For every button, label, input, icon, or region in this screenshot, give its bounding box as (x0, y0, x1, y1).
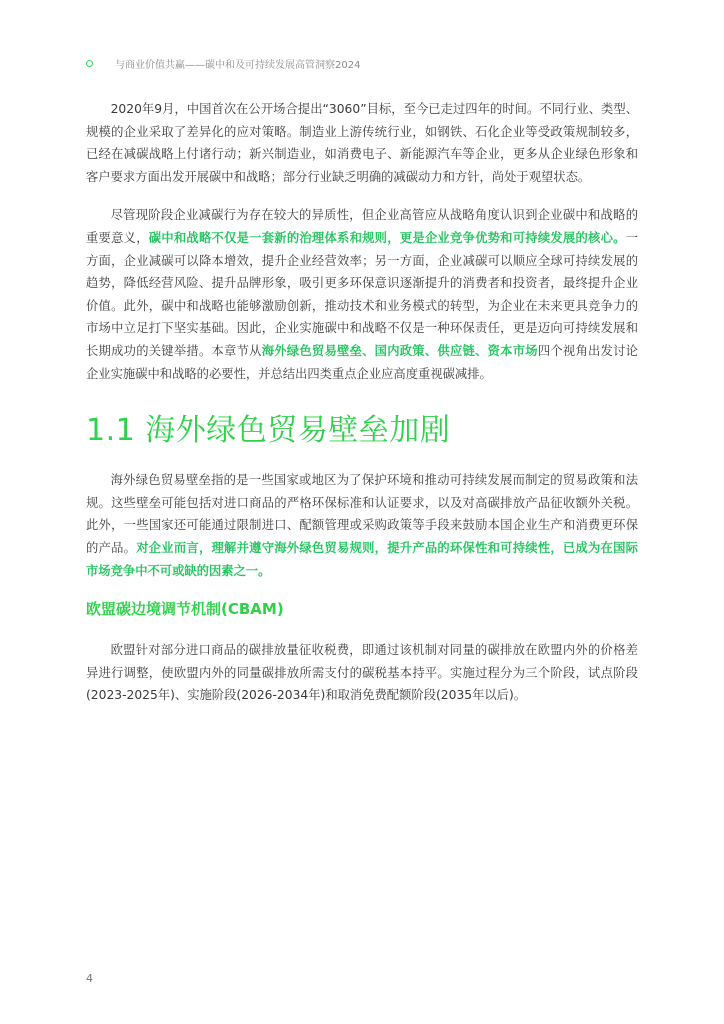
paragraph-cbam (86, 639, 638, 707)
paragraph-text: 2020年9月，中国首次在公开场合提出“3060”目标，至今已走过四年的时间。不同行业、类型、规模的企业采取了差异化的应对策略。制造业上游传统行业，如钢铁、石化企业等受政策规制较多，已经在减碳战略上付诸行动；新兴制造业，如消费电子、新能源汽车等企业，更多从企业绿色形象和客户要求方面出发开展碳中和战略；部分行业缺乏明确的减碳动力和方针，尚处于观望状态。 (86, 102, 638, 184)
highlight-text: 海外绿色贸易壁垒、国内政策、供应链、资本市场 (261, 343, 538, 358)
paragraph-text: 欧盟针对部分进口商品的碳排放量征收税费，即通过该机制对同量的碳排放在欧盟内外的价格差异进行调整，使欧盟内外的同量碳排放所需支付的碳税基本持平。实施过程分为三个阶段，试点阶段(2023-2025年)、实施阶段(2026-2034年)和取消免费配额阶段(2035年以后)。 (86, 643, 638, 703)
subsection-heading: 欧盟碳边境调节机制(CBAM) (86, 600, 284, 619)
paragraph-text: 海外绿色贸易壁垒指的是一些国家或地区为了保护环境和推动可持续发展而制定的贸易政策和法规。这些壁垒可能包括对进口商品的严格环保标准和认证要求，以及对高碳排放产品征收额外关税。此外，一些国家还可能通过限制进口、配额管理或采购政策等手段来鼓励本国企业生产和消费更环保的产品。 (86, 473, 638, 555)
highlight-text: 碳中和战略不仅是一套新的治理体系和规则，更是企业竞争优势和可持续发展的核心。 (148, 230, 626, 245)
page-number: 4 (86, 972, 93, 985)
paragraph-text: 尽管现阶段企业减碳行为存在较大的异质性，但企业高管应从战略角度认识到企业碳中和战略的重要意义， (86, 208, 638, 245)
running-header (86, 56, 360, 71)
paragraph-text: 一方面，企业减碳可以降本增效，提升企业经营效率；另一方面，企业减碳可以顺应全球可持续发展的趋势，降低经营风险、提升品牌形象，吸引更多环保意识逐渐提升的消费者和投资者，最终提升企业价值。此外，碳中和战略也能够激励创新，推动技术和业务模式的转型，为企业在未来更具竞争力的市场中立足打下坚实基础。因此，企业实施碳中和战略不仅是一种环保责任，更是迈向可持续发展和长期成功的关键举措。本章节从 (86, 230, 638, 358)
paragraph-strategy (86, 204, 638, 385)
header-title: 与商业价值共赢——碳中和及可持续发展高管洞察2024 (115, 60, 361, 71)
paragraph-text: 四个视角出发讨论企业实施碳中和战略的必要性，并总结出四类重点企业应高度重视碳减排。 (86, 343, 638, 381)
section-heading: 1.1 海外绿色贸易壁垒加剧 (86, 413, 451, 449)
circle-bullet-icon (86, 60, 93, 67)
main-content (86, 98, 638, 723)
highlight-text: 对企业而言，理解并遵守海外绿色贸易规则，提升产品的环保性和可持续性，已成为在国际市场竞争中不可或缺的因素之一。 (86, 540, 638, 578)
paragraph-intro (86, 98, 638, 188)
paragraph-trade-barriers (86, 469, 638, 582)
